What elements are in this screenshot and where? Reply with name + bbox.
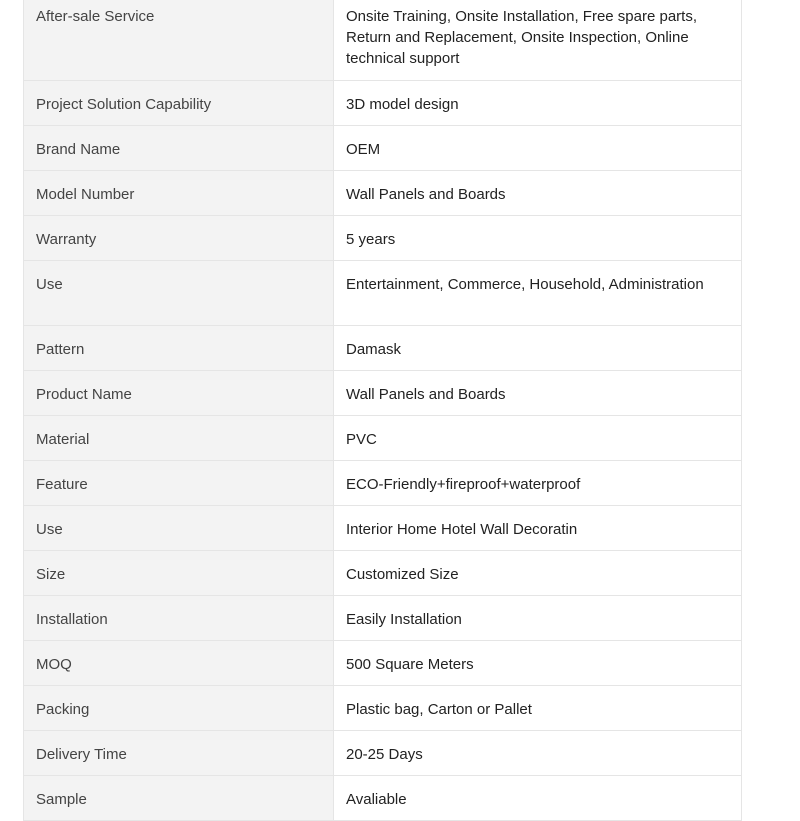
- table-row: [24, 171, 742, 216]
- spec-label: Feature: [24, 461, 334, 506]
- table-row: [24, 551, 742, 596]
- spec-value: Interior Home Hotel Wall Decoratin: [334, 506, 742, 551]
- spec-label: Packing: [24, 686, 334, 731]
- spec-value: Onsite Training, Onsite Installation, Free spare parts, Return and Replacement, Onsite Inspection, Online technical support: [334, 0, 742, 81]
- spec-value: 3D model design: [334, 81, 742, 126]
- spec-label: Warranty: [24, 216, 334, 261]
- spec-value: 500 Square Meters: [334, 641, 742, 686]
- spec-value: Entertainment, Commerce, Household, Administration: [334, 261, 742, 326]
- spec-label: Brand Name: [24, 126, 334, 171]
- table-row: [24, 261, 742, 326]
- spec-value: 20-25 Days: [334, 731, 742, 776]
- table-row: [24, 506, 742, 551]
- table-row: [24, 776, 742, 821]
- spec-label: Delivery Time: [24, 731, 334, 776]
- spec-value: Easily Installation: [334, 596, 742, 641]
- spec-label: Use: [24, 506, 334, 551]
- spec-value: Damask: [334, 326, 742, 371]
- table-row: [24, 686, 742, 731]
- table-row: [24, 731, 742, 776]
- spec-value: OEM: [334, 126, 742, 171]
- table-row: [24, 216, 742, 261]
- spec-label: Sample: [24, 776, 334, 821]
- table-row: [24, 0, 742, 81]
- table-row: [24, 81, 742, 126]
- spec-label: Project Solution Capability: [24, 81, 334, 126]
- spec-label: Product Name: [24, 371, 334, 416]
- spec-label: After-sale Service: [24, 0, 334, 81]
- product-spec-table: [23, 0, 742, 821]
- table-row: [24, 416, 742, 461]
- spec-value: ECO-Friendly+fireproof+waterproof: [334, 461, 742, 506]
- spec-value: Avaliable: [334, 776, 742, 821]
- spec-value: PVC: [334, 416, 742, 461]
- table-row: [24, 371, 742, 416]
- table-row: [24, 326, 742, 371]
- table-row: [24, 461, 742, 506]
- table-row: [24, 126, 742, 171]
- spec-value: Plastic bag, Carton or Pallet: [334, 686, 742, 731]
- spec-label: Size: [24, 551, 334, 596]
- spec-value: Customized Size: [334, 551, 742, 596]
- spec-label: Material: [24, 416, 334, 461]
- spec-label: MOQ: [24, 641, 334, 686]
- spec-value: Wall Panels and Boards: [334, 171, 742, 216]
- spec-label: Pattern: [24, 326, 334, 371]
- table-row: [24, 641, 742, 686]
- spec-label: Installation: [24, 596, 334, 641]
- spec-label: Model Number: [24, 171, 334, 216]
- spec-label: Use: [24, 261, 334, 326]
- table-row: [24, 596, 742, 641]
- spec-value: Wall Panels and Boards: [334, 371, 742, 416]
- spec-value: 5 years: [334, 216, 742, 261]
